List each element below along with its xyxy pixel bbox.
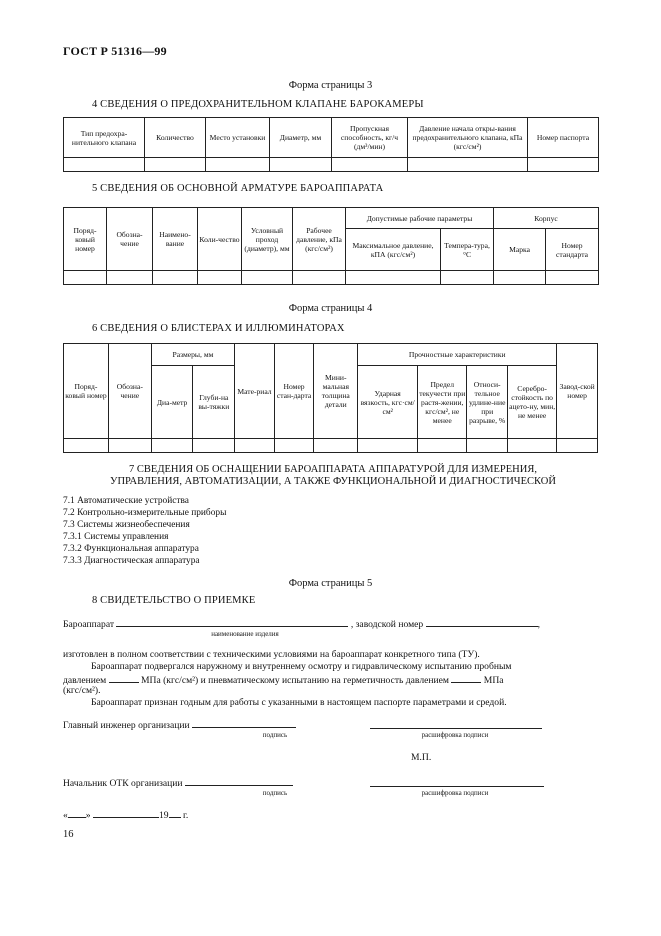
pressure-label: давлением [63, 675, 107, 686]
chief-signature-field[interactable] [192, 718, 296, 728]
factory-number-field[interactable] [426, 617, 538, 627]
col-silver-resistance: Серебро-стойкость по ацето-ну, мин, не менее [508, 366, 557, 439]
col-seq-number: Поряд-ковый номер [64, 344, 109, 439]
col-name: Наимено-вание [153, 208, 198, 271]
safety-valve-table [63, 117, 599, 172]
col-draw-depth: Глуби-на вы-тяжки [193, 366, 235, 439]
baro-line: Бароаппарат , заводской номер , [63, 619, 541, 630]
col-impact-strength: Ударная вязкость, кгс·см/см² [358, 366, 418, 439]
otk-head-label: Начальник ОТК организации [63, 778, 183, 789]
table-row [64, 271, 599, 285]
col-min-thickness: Мини-мальная толщина детали [314, 344, 358, 439]
list-item: 7.3.3 Диагностическая аппаратура [63, 556, 200, 566]
col-location: Место установки [206, 118, 270, 158]
list-item: 7.3.2 Функциональная аппаратура [63, 544, 199, 554]
col-designation: Обозна-чение [107, 208, 153, 271]
form-title-page3: Форма страницы 3 [288, 80, 373, 91]
section-4-title: 4 СВЕДЕНИЯ О ПРЕДОХРАНИТЕЛЬНОМ КЛАПАНЕ БАРОКАМЕРЫ [92, 99, 424, 110]
section-7-line-2: УПРАВЛЕНИЯ, АВТОМАТИЗАЦИИ, А ТАКЖЕ ФУНКЦИОНАЛЬНОЙ И ДИАГНОСТИЧЕСКОЙ [110, 476, 556, 487]
group-dimensions: Размеры, мм [151, 344, 234, 366]
list-item: 7.3.1 Системы управления [63, 532, 169, 542]
list-item: 7.2 Контрольно-измерительные приборы [63, 508, 227, 518]
product-name-caption: наименование изделия [211, 630, 279, 638]
pressure-unit: МПа [483, 675, 504, 686]
col-opening-pressure: Давление начала откры-вания предохранительного клапана, кПа (кгс/см²) [408, 118, 528, 158]
signature-caption: подпись [262, 731, 288, 739]
col-brand: Марка [494, 229, 546, 271]
document-header: ГОСТ Р 51316—99 [63, 44, 167, 58]
group-allowed-params: Допустимые рабочие параметры [346, 208, 494, 229]
col-passport-number: Номер паспорта [528, 118, 599, 158]
col-factory-number: Завод-ской номер [557, 344, 598, 439]
form-title-page4: Форма страницы 4 [288, 303, 373, 314]
decode-caption: расшифровка подписи [421, 731, 489, 739]
col-standard-number: Номер стан-дарта [274, 344, 314, 439]
chief-engineer-line [63, 718, 296, 732]
page-number: 16 [63, 829, 74, 840]
paragraph-conformity: изготовлен в полном соответствии с техническими условиями на бароаппарат конкретного типа (ТУ). [63, 649, 480, 660]
section-6-title: 6 СВЕДЕНИЯ О БЛИСТЕРАХ И ИЛЛЮМИНАТОРАХ [92, 323, 345, 334]
section-7-line-1: 7 СВЕДЕНИЯ ОБ ОСНАЩЕНИИ БАРОАППАРАТА АППАРАТУРОЙ ДЛЯ ИЗМЕРЕНИЯ, [129, 464, 537, 475]
group-body: Корпус [494, 208, 599, 229]
date-day-field[interactable] [68, 808, 86, 818]
pressure-units-text: МПа (кгс/см²) и пневматическому испытанию на герметичность давлением [141, 675, 449, 686]
paragraph-units: (кгс/см²). [63, 685, 101, 696]
col-material: Мате-риал [235, 344, 275, 439]
signature-caption: подпись [262, 789, 288, 797]
col-elongation: Относи-тельное удлине-ние при разрыве, % [467, 366, 508, 439]
leak-test-pressure-field[interactable] [451, 673, 481, 683]
list-item: 7.1 Автоматические устройства [63, 496, 189, 506]
otk-head-line [63, 776, 293, 790]
blisters-table [63, 343, 598, 453]
list-item: 7.3 Системы жизнеобеспечения [63, 520, 190, 530]
otk-decode-field[interactable] [370, 777, 544, 787]
test-pressure-field[interactable] [109, 673, 139, 683]
table-row [64, 158, 599, 172]
factory-number-label: , заводской номер [350, 619, 424, 630]
paragraph-fitness: Бароаппарат признан годным для работы с указанными в настоящем паспорте параметрами и средой. [91, 697, 507, 708]
chief-engineer-label: Главный инженер организации [63, 720, 190, 731]
col-standard-number: Номер стандарта [546, 229, 599, 271]
col-nominal-bore: Условный проход (диаметр), мм [242, 208, 293, 271]
date-month-field[interactable] [93, 808, 159, 818]
col-temperature: Темпера-тура, °С [441, 229, 494, 271]
date-line: « » 19 г. [63, 810, 189, 821]
col-diameter: Диаметр, мм [270, 118, 332, 158]
col-max-pressure: Максимальное давление, кПА (кгс/см²) [346, 229, 441, 271]
section-7-title [63, 464, 603, 488]
col-diameter: Диа-метр [151, 366, 193, 439]
stamp-mark: М.П. [411, 752, 432, 763]
paragraph-testing-pressures [63, 673, 603, 687]
col-yield-strength: Предел текучести при растя-жении, кгс/см², не менее [418, 366, 467, 439]
paragraph-testing: Бароаппарат подвергался наружному и внутреннему осмотру и гидравлическому испытанию пробным [91, 661, 512, 672]
col-quantity: Коли-чество [198, 208, 242, 271]
section-8-title: 8 СВИДЕТЕЛЬСТВО О ПРИЕМКЕ [92, 595, 256, 606]
col-throughput: Пропускная способность, кг/ч (дм³/мин) [332, 118, 408, 158]
table-row [64, 439, 598, 453]
otk-signature-field[interactable] [185, 776, 293, 786]
col-working-pressure: Рабочее давление, кПа (кгс/см²) [293, 208, 346, 271]
fittings-table [63, 207, 599, 285]
decode-caption: расшифровка подписи [421, 789, 489, 797]
col-seq-number: Поряд-ковый номер [64, 208, 107, 271]
col-designation: Обозна-чение [108, 344, 151, 439]
col-valve-type: Тип предохра-нительного клапана [64, 118, 145, 158]
chief-decode-field[interactable] [370, 719, 542, 729]
group-strength: Прочностные характеристики [358, 344, 557, 366]
baro-label: Бароаппарат [63, 619, 115, 630]
date-year-field[interactable] [169, 808, 181, 818]
product-name-field[interactable] [116, 617, 348, 627]
form-title-page5: Форма страницы 5 [288, 578, 373, 589]
col-quantity: Количество [145, 118, 206, 158]
section-5-title: 5 СВЕДЕНИЯ ОБ ОСНОВНОЙ АРМАТУРЕ БАРОАППАРАТА [92, 183, 384, 194]
